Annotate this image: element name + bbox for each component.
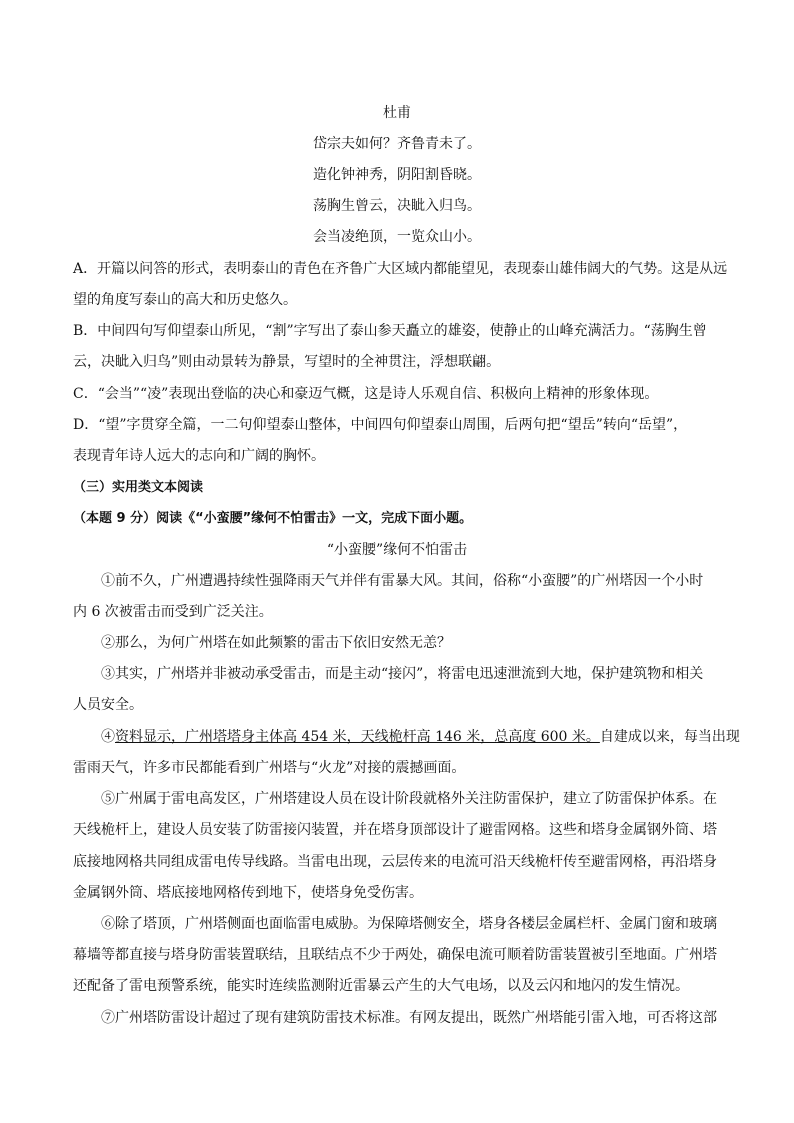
paragraph-1-line-1: ①前不久，广州遭遇持续性强降雨天气并伴有雷暴大风。其间，俗称“小蛮腰”的广州塔因一个小时 [101,573,704,589]
paragraph-6-line-2: 幕墙等都直接与塔身防雷装置联结，且联结点不少于两处，确保电流可顺着防雷装置被引至地面。广州塔 [73,947,717,963]
paragraph-5-line-3: 底接地网格共同组成雷电传导线路。当雷电出现，云层传来的电流可沿天线桅杆传至避雷网格，再沿塔身 [73,854,717,870]
underlined-sentence: 资料显示，广州塔塔身主体高 454 米，天线桅杆高 146 米，总高度 600 米。 [115,729,600,745]
poem-author: 杜甫 [383,105,411,121]
option-c-line-1: C．“会当”“凌”表现出登临的决心和豪迈气概，这是诗人乐观自信、积极向上精神的形象体现。 [73,386,659,402]
question-instruction: （本题 9 分）阅读《“小蛮腰”缘何不怕雷击》一文，完成下面小题。 [73,511,473,526]
poem-line-3: 荡胸生曾云，决眦入归鸟。 [313,198,481,214]
poem-line-4: 会当凌绝顶，一览众山小。 [313,229,481,245]
paragraph-3-line-1: ③其实，广州塔并非被动承受雷击，而是主动“接闪”，将雷电迅速泄流到大地，保护建筑物和相关 [101,666,704,682]
article-title: “小蛮腰”缘何不怕雷击 [326,542,468,558]
option-d-line-1: D．“望”字贯穿全篇，一二句仰望泰山整体，中间四句仰望泰山周围，后两句把“望岳”转向“岳望”， [73,417,688,433]
paragraph-3-line-2: 人员安全。 [73,697,143,713]
paragraph-7-line-1: ⑦广州塔防雷设计超过了现有建筑防雷技术标准。有网友提出，既然广州塔能引雷入地，可否将这部 [101,1010,717,1026]
section-heading: （三）实用类文本阅读 [73,480,204,495]
paragraph-5-line-2: 天线桅杆上，建设人员安装了防雷接闪装置，并在塔身顶部设计了避雷网格。这些和塔身金属钢外筒、塔 [73,822,717,838]
poem-line-1: 岱宗夫如何？齐鲁青未了。 [313,136,481,152]
paragraph-1-line-2: 内 6 次被雷击而受到广泛关注。 [73,604,273,620]
paragraph-4-line-2: 雷雨天气，许多市民都能看到广州塔与“火龙”对接的震撼画面。 [73,760,466,776]
poem-line-2: 造化钟神秀，阴阳割昏晓。 [313,167,481,183]
option-a-line-1: A．开篇以问答的形式，表明泰山的青色在齐鲁广大区域内都能望见，表现泰山雄伟阔大的气势。这是从远 [73,261,728,277]
paragraph-2-line-1: ②那么，为何广州塔在如此频繁的雷击下依旧安然无恙？ [101,635,451,651]
paragraph-4-number: ④ [101,729,115,745]
option-d-line-2: 表现青年诗人远大的志向和广阔的胸怀。 [73,448,325,464]
paragraph-4-line-1 [101,727,740,747]
option-b-line-1: B．中间四句写仰望泰山所见，“割”字写出了泰山参天矗立的雄姿，使静止的山峰充满活力。“荡胸生曾 [73,323,707,339]
paragraph-5-line-4: 金属钢外筒、塔底接地网格传到地下，使塔身免受伤害。 [73,885,423,901]
paragraph-6-line-3: 还配备了雷电预警系统，能实时连续监测附近雷暴云产生的大气电场，以及云闪和地闪的发生情况。 [73,978,689,994]
paragraph-6-line-1: ⑥除了塔顶，广州塔侧面也面临雷电威胁。为保障塔侧安全，塔身各楼层金属栏杆、金属门窗和玻璃 [101,916,717,932]
paragraph-5-line-1: ⑤广州属于雷电高发区，广州塔建设人员在设计阶段就格外关注防雷保护，建立了防雷保护体系。在 [101,791,717,807]
option-b-line-2: 云，决眦入归鸟”则由动景转为静景，写望时的全神贯注，浮想联翩。 [73,354,501,370]
option-a-line-2: 望的角度写泰山的高大和历史悠久。 [73,292,297,308]
paragraph-4-continuation: 自建成以来，每当出现 [599,729,740,745]
